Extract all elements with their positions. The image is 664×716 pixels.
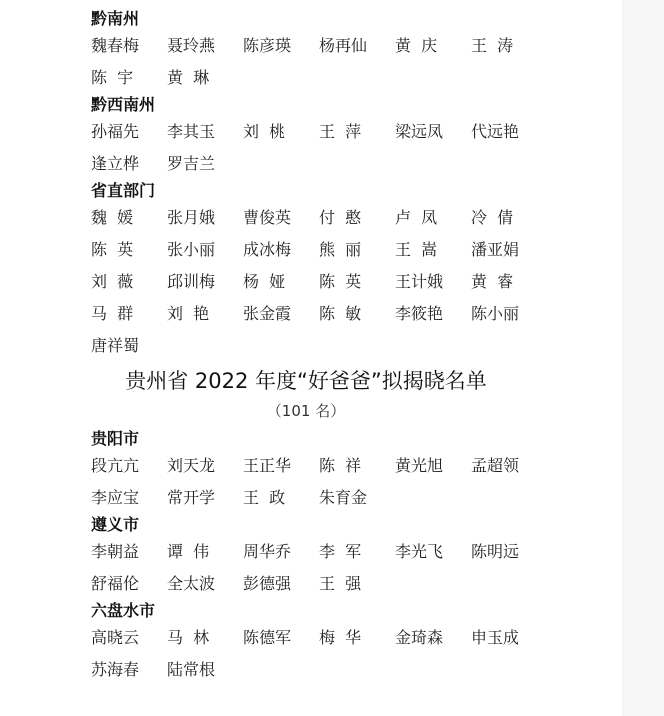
name-item: 金琦森 <box>395 628 444 647</box>
name-item: 王 涛 <box>471 36 514 55</box>
name-item: 成冰梅 <box>243 240 292 259</box>
name-item: 马 林 <box>167 628 210 647</box>
name-row <box>91 622 611 654</box>
name-row <box>91 482 611 514</box>
name-item: 逢立桦 <box>91 154 140 173</box>
name-row <box>91 116 611 148</box>
section-title-qianxinan: 黔西南州 <box>91 95 156 114</box>
name-item: 常开学 <box>167 488 216 507</box>
name-item: 张小丽 <box>167 240 216 259</box>
name-item: 苏海春 <box>91 660 140 679</box>
name-item: 陈德军 <box>243 628 292 647</box>
name-row <box>91 202 611 234</box>
name-item: 张金霞 <box>243 304 292 323</box>
name-item: 梅 华 <box>319 628 362 647</box>
name-item: 刘 艳 <box>167 304 210 323</box>
name-row <box>91 148 611 180</box>
name-item: 代远艳 <box>471 122 520 141</box>
name-item: 付 憨 <box>319 208 362 227</box>
name-item: 邱训梅 <box>167 272 216 291</box>
name-item: 陈彦瑛 <box>243 36 292 55</box>
name-row <box>91 654 611 686</box>
section-title-liupanshui: 六盘水市 <box>91 601 156 620</box>
name-row <box>91 298 611 330</box>
name-item: 陈 宇 <box>91 68 134 87</box>
name-item: 熊 丽 <box>319 240 362 259</box>
name-item: 高晓云 <box>91 628 140 647</box>
name-item: 陈 敏 <box>319 304 362 323</box>
name-item: 孙福先 <box>91 122 140 141</box>
section-title-zunyi: 遵义市 <box>91 515 140 534</box>
name-item: 王 政 <box>243 488 286 507</box>
section-title-guiyang: 贵阳市 <box>91 429 140 448</box>
name-item: 王 强 <box>319 574 362 593</box>
list-count: （101 名） <box>266 402 346 420</box>
list-title: 贵州省 2022 年度“好爸爸”拟揭晓名单 <box>125 369 487 393</box>
name-item: 冷 倩 <box>471 208 514 227</box>
section-title-provincial-departments: 省直部门 <box>91 181 156 200</box>
name-item: 马 群 <box>91 304 134 323</box>
name-item: 黄 庆 <box>395 36 438 55</box>
name-item: 舒福伦 <box>91 574 140 593</box>
name-row <box>91 330 611 362</box>
name-item: 黄光旭 <box>395 456 444 475</box>
right-gutter <box>622 0 664 716</box>
name-item: 朱育金 <box>319 488 368 507</box>
name-item: 张月娥 <box>167 208 216 227</box>
name-item: 李其玉 <box>167 122 216 141</box>
name-item: 孟超领 <box>471 456 520 475</box>
name-item: 谭 伟 <box>167 542 210 561</box>
name-item: 陈 祥 <box>319 456 362 475</box>
name-item: 杨再仙 <box>319 36 368 55</box>
name-row <box>91 234 611 266</box>
name-item: 王 萍 <box>319 122 362 141</box>
name-row <box>91 266 611 298</box>
name-row <box>91 62 611 94</box>
name-item: 段亢亢 <box>91 456 140 475</box>
name-item: 聂玲燕 <box>167 36 216 55</box>
name-item: 王计娥 <box>395 272 444 291</box>
name-row <box>91 450 611 482</box>
name-item: 彭德强 <box>243 574 292 593</box>
name-item: 唐祥蜀 <box>91 336 140 355</box>
name-item: 梁远凤 <box>395 122 444 141</box>
name-item: 李筱艳 <box>395 304 444 323</box>
name-item: 黄 睿 <box>471 272 514 291</box>
name-item: 陈小丽 <box>471 304 520 323</box>
name-item: 周华乔 <box>243 542 292 561</box>
name-item: 刘 薇 <box>91 272 134 291</box>
name-item: 黄 琳 <box>167 68 210 87</box>
name-row <box>91 536 611 568</box>
name-item: 陈明远 <box>471 542 520 561</box>
name-item: 刘 桃 <box>243 122 286 141</box>
name-item: 李朝益 <box>91 542 140 561</box>
name-item: 罗吉兰 <box>167 154 216 173</box>
name-item: 陈 英 <box>319 272 362 291</box>
document-content <box>91 8 611 686</box>
name-item: 陆常根 <box>167 660 216 679</box>
name-item: 曹俊英 <box>243 208 292 227</box>
name-row <box>91 568 611 600</box>
name-item: 李 军 <box>319 542 362 561</box>
name-item: 刘天龙 <box>167 456 216 475</box>
name-item: 王正华 <box>243 456 292 475</box>
name-item: 潘亚娟 <box>471 240 520 259</box>
name-item: 李光飞 <box>395 542 444 561</box>
name-item: 卢 凤 <box>395 208 438 227</box>
name-item: 李应宝 <box>91 488 140 507</box>
name-item: 魏 媛 <box>91 208 134 227</box>
section-title-qiannan: 黔南州 <box>91 9 140 28</box>
name-item: 申玉成 <box>471 628 520 647</box>
name-item: 陈 英 <box>91 240 134 259</box>
name-row <box>91 30 611 62</box>
name-item: 王 嵩 <box>395 240 438 259</box>
name-item: 魏春梅 <box>91 36 140 55</box>
name-item: 全太波 <box>167 574 216 593</box>
name-item: 杨 娅 <box>243 272 286 291</box>
